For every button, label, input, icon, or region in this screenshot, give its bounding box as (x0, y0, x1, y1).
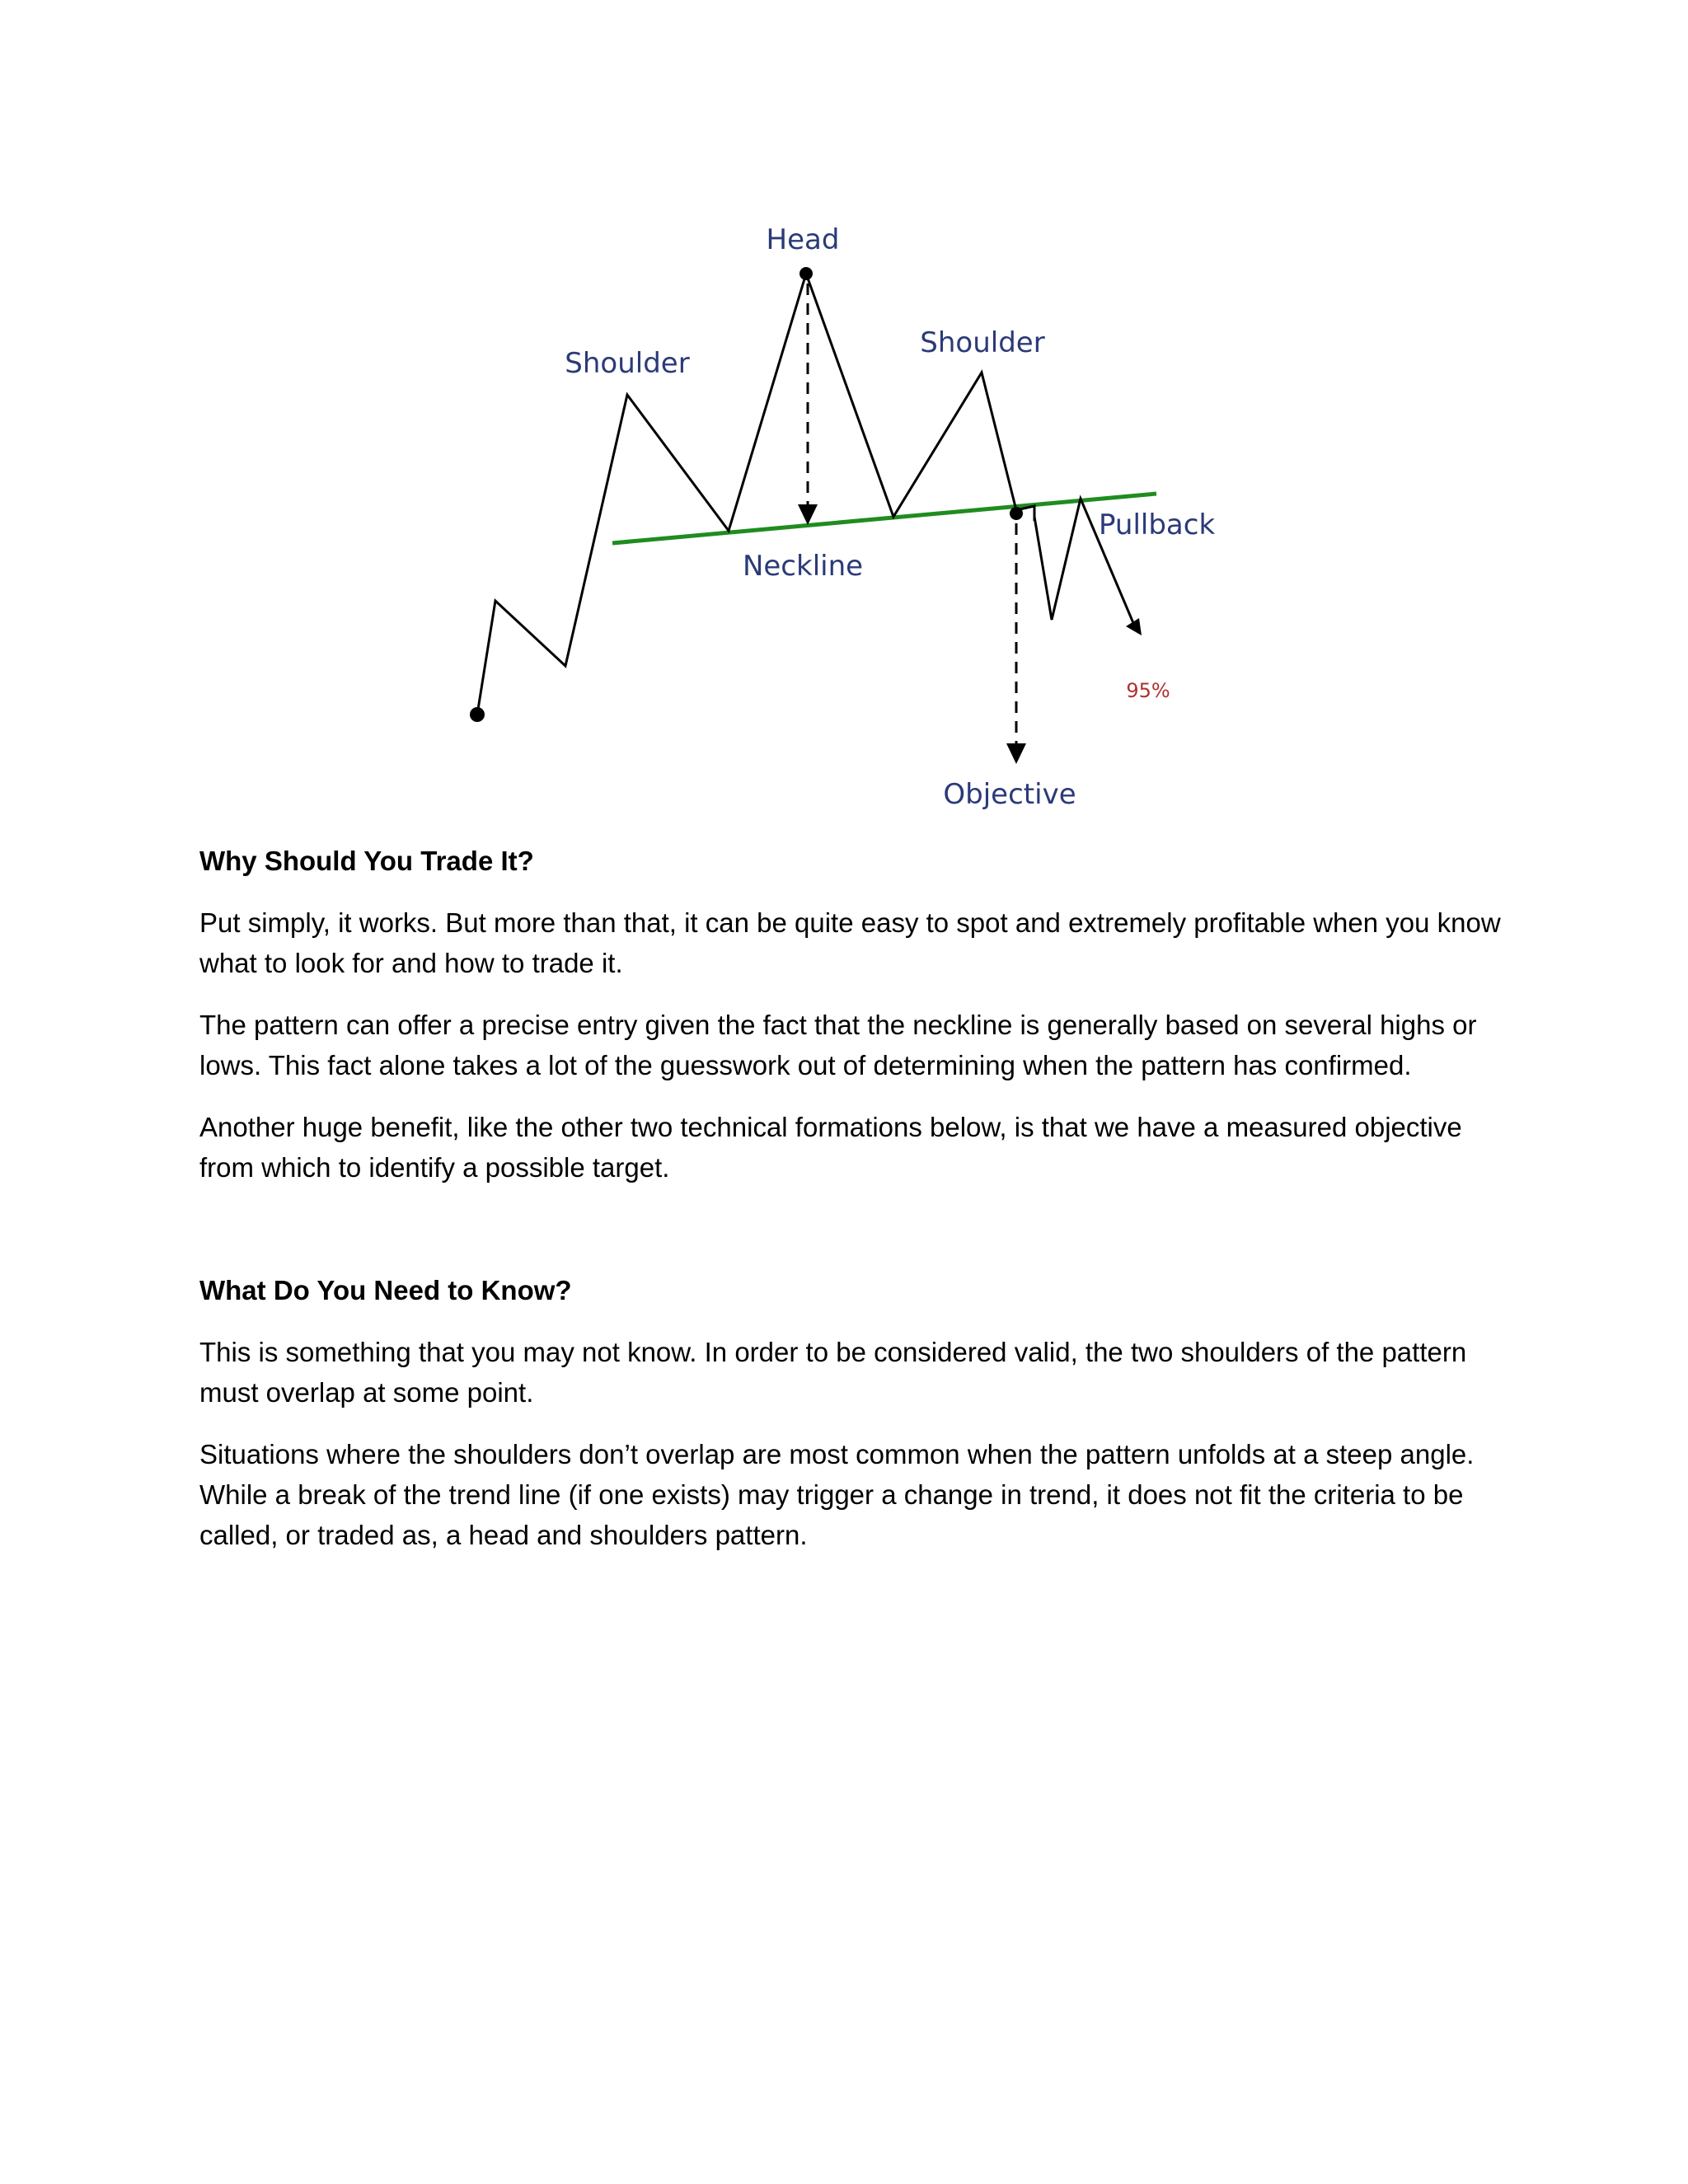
label-neckline: Neckline (742, 550, 864, 583)
price-arrow-icon (1126, 618, 1142, 635)
label-percent: 95% (1126, 679, 1170, 702)
article-body (199, 841, 1518, 1577)
label-head: Head (766, 223, 840, 256)
head-point (799, 267, 813, 280)
head-measure-arrow-icon (798, 504, 818, 525)
breakout-point (1010, 507, 1023, 520)
objective-arrow-icon (1006, 743, 1026, 764)
section-spacer (199, 1209, 1518, 1270)
paragraph: Situations where the shoulders don’t overlap are most common when the pattern unfolds at a steep angle. While a break of the trend line (if one exists) may trigger a change in trend, it does not fit the criteria to be called, or traded as, a head and shoulders pattern. (199, 1439, 1475, 1550)
section-heading: Why Should You Trade It? (199, 846, 534, 876)
section-heading: What Do You Need to Know? (199, 1275, 572, 1305)
label-pullback: Pullback (1099, 509, 1216, 541)
paragraph: Another huge benefit, like the other two technical formations below, is that we have a measured objective from which to identify a possible target. (199, 1112, 1462, 1183)
paragraph: The pattern can offer a precise entry given the fact that the neckline is generally based on several highs or lows. This fact alone takes a lot of the guesswork out of determining when the pattern has confirmed. (199, 1010, 1477, 1080)
label-objective: Objective (943, 778, 1076, 811)
start-point (470, 707, 485, 722)
paragraph: Put simply, it works. But more than that, it can be quite easy to spot and extremely profitable when you know what to look for and how to trade it. (199, 907, 1501, 978)
label-right-shoulder: Shoulder (920, 326, 1045, 359)
paragraph: This is something that you may not know. In order to be considered valid, the two shoulders of the pattern must overlap at some point. (199, 1337, 1467, 1408)
head-and-shoulders-diagram (462, 216, 1236, 826)
label-left-shoulder: Shoulder (565, 347, 690, 380)
